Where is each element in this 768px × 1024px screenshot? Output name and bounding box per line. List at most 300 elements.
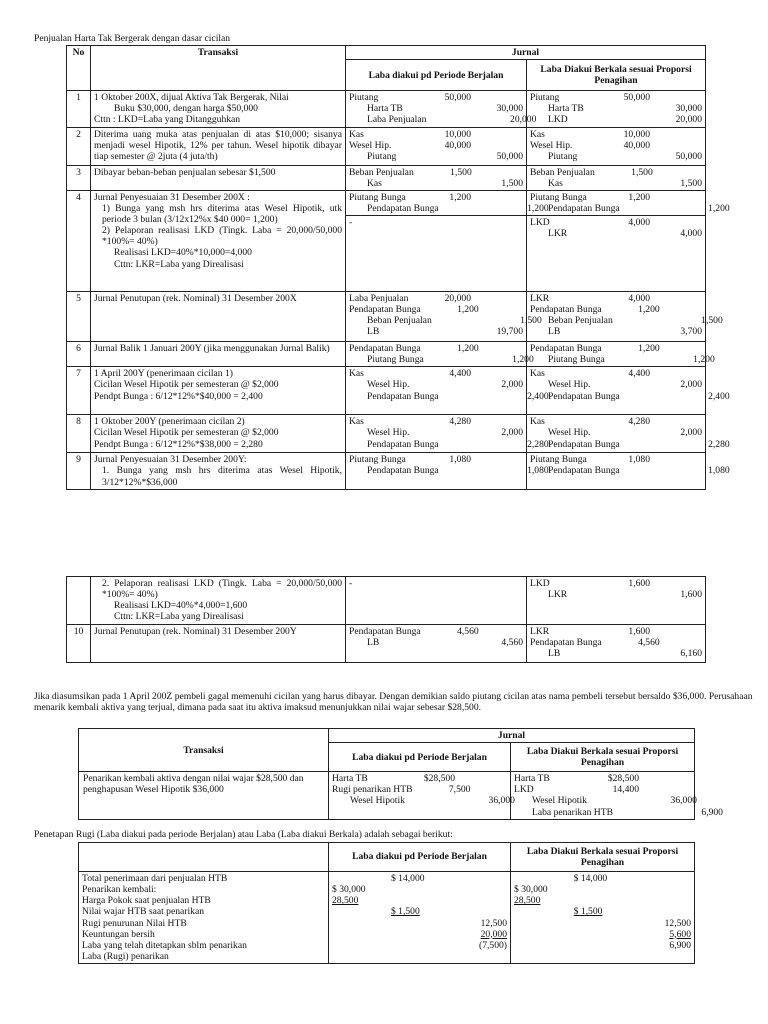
transaction-line: 2) Pelaporan realisasi LKD (Tingk. Laba = 20,000/50,000 *100%= 40%): [102, 225, 342, 248]
account-name: Piutang Bunga: [367, 354, 424, 366]
account-name: Pendapatan Bunga: [548, 465, 620, 477]
journal-entry-line: [349, 304, 523, 315]
journal-entry-line: [332, 773, 507, 784]
credit-amount: [471, 217, 523, 228]
transaction-line: Cttn : LKD=Laba yang Ditangguhkan: [94, 114, 241, 126]
journal-entry-line: [530, 589, 702, 600]
journal-entry-line: [530, 151, 702, 162]
rugi-header-periode: Laba diakui pd Periode Berjalan: [329, 843, 511, 872]
account-name: Piutang: [349, 92, 379, 104]
journal-entry-line: [530, 454, 702, 465]
debit-amount: $28,500: [607, 773, 640, 785]
credit-amount: [650, 129, 702, 140]
debit-amount: [413, 103, 471, 114]
credit-amount: 1,080: [527, 465, 549, 477]
credit-amount: 6,160: [680, 648, 702, 660]
credit-amount: [650, 454, 702, 465]
transaction-line: Realisasi LKD=40%*10,000=4,000: [114, 247, 252, 259]
debit-amount: 1,200: [628, 191, 651, 203]
journal-entry-line: [332, 784, 507, 795]
credit-amount: 6,900: [701, 806, 723, 818]
rugi-value-line: [332, 884, 507, 895]
debit-amount: 4,560: [638, 637, 660, 649]
credit-amount: [639, 784, 691, 795]
rugi-periode-values: [329, 872, 511, 964]
credit-amount: [471, 92, 523, 103]
account-name: Beban Penjualan: [367, 315, 432, 327]
credit-amount: [650, 217, 702, 228]
debit-amount: [620, 439, 678, 450]
credit-amount: 1,500: [520, 315, 542, 327]
rugi-amount: [628, 906, 691, 917]
rugi-value-line: [332, 873, 507, 884]
rugi-amount: 5,600: [669, 928, 691, 940]
account-name: Pendapatan Bunga: [367, 202, 439, 214]
account-name: LKD: [514, 784, 534, 796]
account-name: LKD: [530, 217, 550, 228]
debit-amount: [439, 391, 497, 402]
journal-entry-line: [349, 151, 523, 162]
debit-amount: [592, 178, 650, 189]
account-name: LB: [367, 637, 380, 649]
journal-entry-line: [349, 178, 523, 189]
rugi-labels: [79, 872, 329, 964]
rugi-amount: [391, 918, 444, 929]
debit-amount: 4,560: [457, 626, 479, 637]
credit-amount: 4,560: [501, 637, 523, 649]
rugi-amount: 12,500: [480, 917, 507, 929]
credit-amount: [660, 343, 712, 354]
berkala-entries: [527, 216, 706, 292]
journal-entry-line: [349, 343, 523, 354]
debit-amount: [620, 203, 678, 214]
account-name: Pendapatan Bunga: [548, 438, 620, 450]
rugi-value-line: [514, 884, 691, 895]
credit-amount: [471, 129, 523, 140]
debit-amount: [587, 795, 645, 806]
journal-entry-line: [349, 390, 549, 402]
periode-entries: [346, 415, 549, 453]
berkala-entries: [527, 342, 715, 367]
debit-amount: [592, 151, 650, 162]
journal-entry-line: [349, 140, 523, 151]
journal-entry-line: [349, 217, 523, 228]
repo-periode-entries: [329, 772, 515, 820]
row-number: 2: [67, 127, 91, 165]
debit-amount: [413, 427, 471, 438]
credit-amount: [650, 416, 702, 427]
account-name: -: [349, 217, 353, 228]
account-name: Wesel Hip.: [367, 427, 410, 439]
credit-amount: 2,000: [680, 427, 703, 439]
row-number: 4: [67, 190, 91, 291]
account-name: Kas: [530, 416, 545, 428]
rugi-amount: [391, 895, 444, 906]
berkala-entries: [527, 577, 706, 625]
account-name: Kas: [349, 368, 364, 380]
credit-amount: 4,000: [680, 228, 703, 240]
transaction-line: 1 Oktober 200X, dijual Aktiva Tak Bergerak, Nilai: [94, 92, 289, 104]
rugi-label: Penarikan kembali:: [82, 884, 157, 896]
credit-amount: [471, 293, 523, 304]
rugi-amount: [332, 906, 391, 917]
credit-amount: [650, 626, 702, 637]
credit-amount: 2,000: [501, 427, 523, 439]
journal-entry-line: [530, 626, 702, 637]
account-name: LKR: [530, 626, 550, 637]
journal-entry-line: [349, 167, 523, 178]
credit-amount: 50,000: [496, 150, 523, 162]
transaction-line: Jurnal Penyesuaian 31 Desember 200X :: [94, 191, 250, 203]
periode-entries: [346, 577, 527, 625]
berkala-entries: [527, 91, 706, 127]
debit-amount: [405, 795, 463, 806]
account-name: Rugi penarikan HTB: [332, 784, 413, 796]
debit-amount: $28,500: [423, 773, 455, 785]
account-name: Beban Penjualan: [530, 166, 595, 178]
journal-entry-line: [349, 578, 523, 589]
credit-amount: 1,500: [501, 177, 523, 189]
rugi-label: Laba (Rugi) penarikan: [82, 950, 169, 962]
journal-row: [67, 292, 706, 342]
transaction-description: [91, 625, 346, 663]
credit-amount: [653, 167, 705, 178]
account-name: Pendapatan Bunga: [530, 304, 602, 316]
debit-amount: 1,200: [457, 343, 479, 354]
debit-amount: [413, 326, 471, 337]
credit-amount: [471, 368, 523, 379]
header-transaksi: Transaksi: [91, 46, 346, 91]
credit-amount: [472, 167, 524, 178]
credit-amount: 20,000: [675, 114, 703, 126]
credit-amount: 1,080: [708, 465, 730, 477]
debit-amount: 1,600: [628, 626, 650, 637]
rugi-amount: 28,500: [514, 895, 541, 907]
journal-entry-line: [530, 438, 730, 450]
credit-amount: 19,700: [496, 326, 523, 338]
credit-amount: [650, 92, 702, 103]
debit-amount: [413, 578, 471, 589]
rugi-amount: [332, 940, 391, 951]
rugi-label: Laba yang telah ditetapkan sblm penarikan: [82, 939, 247, 951]
rugi-amount: $ 14,000: [390, 873, 425, 884]
debit-amount: [439, 203, 497, 214]
debit-amount: [413, 217, 471, 228]
repo-berkala-entries: [511, 772, 723, 820]
debit-amount: [413, 379, 471, 390]
journal-row: [67, 577, 706, 625]
account-name: Pendapatan Bunga: [548, 202, 620, 214]
debit-amount: [613, 807, 671, 818]
repo-transaksi: Penarikan kembali aktiva dengan nilai wajar $28,500 dan penghapusan Wesel Hipotik $36,000: [79, 772, 329, 820]
account-name: LKR: [548, 228, 568, 240]
rugi-amount: [332, 873, 391, 884]
rugi-value-line: [514, 929, 691, 940]
transaction-line: Pendpt Bunga : 6/12*12%*$40,000 = 2,400: [94, 390, 263, 402]
credit-amount: 1,200: [708, 202, 730, 214]
rugi-amount: 6,900: [669, 939, 691, 951]
debit-amount: 4,000: [628, 293, 651, 304]
account-name: LB: [548, 648, 561, 660]
journal-entry-line: [349, 315, 542, 327]
transaction-line: Jurnal Penyesuaian 31 Desember 200Y:: [94, 454, 247, 466]
journal-row: [67, 415, 706, 453]
account-name: Wesel Hipotik: [350, 795, 405, 807]
journal-entry-line: [530, 326, 702, 337]
account-name: Laba Penjualan: [367, 114, 427, 126]
transaction-line: Cttn: LKR=Laba yang Direalisasi: [114, 611, 244, 623]
journal-table: [66, 45, 730, 490]
journal-table-continued: [66, 576, 706, 663]
rugi-value-line: [514, 895, 691, 906]
account-name: Piutang Bunga: [349, 191, 406, 203]
journal-entry-line: [530, 315, 723, 327]
debit-amount: 4,400: [628, 368, 651, 380]
account-name: Kas: [530, 128, 545, 140]
credit-amount: [471, 454, 523, 465]
transaction-line: Diterima uang muka atas penjualan di atas $10,000; sisanya menjadi wesel Hipotik, 12% per tahun. Wesel hipotik dibayar tiap semester @ 2juta (4 juta/th): [94, 128, 342, 162]
rugi-value-line: [514, 918, 691, 929]
journal-entry-line: [530, 202, 730, 214]
journal-entry-line: [530, 92, 702, 103]
rugi-value-line: [332, 895, 507, 906]
rugi-amount: [444, 895, 507, 906]
debit-amount: [613, 315, 671, 326]
account-name: LKD: [548, 114, 568, 126]
account-name: Kas: [548, 177, 563, 189]
credit-amount: [650, 293, 702, 304]
transaction-description: [91, 91, 346, 127]
rugi-amount: [391, 940, 444, 951]
debit-amount: 1,500: [450, 166, 472, 178]
account-name: Kas: [349, 128, 364, 140]
debit-amount: [605, 354, 663, 365]
journal-entry-line: [349, 416, 523, 427]
journal-row: [67, 91, 706, 127]
account-name: Harta TB: [367, 103, 403, 115]
rugi-value-line: [514, 873, 691, 884]
debit-amount: [620, 465, 678, 476]
credit-amount: [650, 578, 702, 589]
rugi-amount: [514, 918, 574, 929]
repo-header-jurnal: Jurnal: [329, 729, 695, 743]
transaction-description: [91, 292, 346, 342]
rugi-amount: [574, 940, 628, 951]
debit-amount: 50,000: [623, 92, 651, 104]
transaction-line: Cttn: LKR=Laba yang Direalisasi: [114, 258, 244, 270]
journal-entry-line: [349, 103, 523, 114]
debit-amount: 1,200: [638, 343, 660, 354]
gain-loss-table: [78, 842, 695, 964]
journal-entry-line: [349, 637, 523, 648]
debit-amount: [592, 114, 650, 125]
transaction-description: [91, 165, 346, 190]
debit-amount: 40,000: [623, 139, 651, 151]
debit-amount: [439, 465, 497, 476]
debit-amount: [424, 354, 482, 365]
debit-amount: 4,280: [628, 416, 651, 428]
rugi-header-berkala: Laba Diakui Berkala sesuai Proporsi Penagihan: [511, 843, 695, 872]
journal-entry-line: [530, 648, 702, 659]
credit-amount: 2,400: [708, 390, 730, 402]
berkala-entries: [527, 367, 730, 415]
credit-amount: [650, 192, 702, 203]
credit-amount: 1,200: [693, 354, 715, 366]
transaction-line: Realisasi LKD=40%*4,000=1,600: [114, 600, 248, 612]
rugi-value-line: [332, 940, 507, 951]
credit-amount: 36,000: [670, 795, 697, 807]
account-name: Wesel Hip.: [367, 379, 410, 391]
credit-amount: [479, 304, 531, 315]
debit-amount: 20,000: [444, 293, 471, 304]
journal-row: [67, 127, 706, 165]
journal-entry-line: [530, 293, 702, 304]
account-name: Piutang Bunga: [530, 191, 587, 203]
debit-amount: [426, 114, 484, 125]
transaction-line: 1 Oktober 200Y (penerimaan cicilan 2): [94, 416, 245, 428]
account-name: Pendapatan Bunga: [530, 343, 602, 354]
transaction-line: Pendpt Bunga : 6/12*12%*$38,000 = 2,280: [94, 438, 263, 450]
rugi-amount: 28,500: [332, 895, 359, 907]
rugi-amount: 12,500: [664, 917, 691, 929]
account-name: Piutang Bunga: [548, 354, 605, 366]
transaction-line: Buku $30,000, dengan harga $50,000: [114, 103, 258, 115]
assumption-paragraph: Jika diasumsikan pada 1 April 200Z pembeli gagal memenuhi cicilan yang harus dibayar. Dengan demikian saldo piutang cicilan atas nama pembeli tersebut bersaldo $36,000. Perusahaan menarik kembali aktiva yang terjual, dimana pada saat itu aktiva imaksud menunjukkan nilai wajar sebesar $28,500.: [34, 691, 753, 714]
account-name: Beban Penjualan: [548, 315, 613, 327]
debit-amount: 7,500: [448, 784, 471, 796]
journal-entry-line: [514, 773, 691, 784]
credit-amount: 1,500: [680, 177, 703, 189]
rugi-amount: [391, 929, 444, 940]
credit-amount: 36,000: [488, 795, 515, 807]
journal-entry-line: [530, 178, 702, 189]
account-name: Kas: [367, 177, 382, 189]
account-name: LKR: [548, 589, 568, 601]
credit-amount: 2,280: [708, 438, 730, 450]
transaction-line: 1. Bunga yang msh hrs diterima atas Wesel Hipotik, 3/12*12%*$36,000: [102, 465, 342, 488]
rugi-amount: [444, 884, 507, 895]
account-name: Wesel Hip.: [548, 379, 591, 391]
transaction-line: Jurnal Penutupan (rek. Nominal) 31 Desember 200Y: [94, 626, 297, 637]
rugi-amount: [444, 906, 507, 917]
rugi-amount: [574, 918, 628, 929]
transaction-description: [91, 342, 346, 367]
credit-amount: 1,200: [527, 202, 549, 214]
rugi-value-line: [332, 929, 507, 940]
rugi-label: Nilai wajar HTB saat penarikan: [82, 906, 205, 918]
rugi-amount: [628, 895, 691, 906]
account-name: Pendapatan Bunga: [349, 626, 421, 637]
periode-entries: [346, 625, 527, 663]
rugi-amount: [628, 884, 691, 895]
debit-amount: 1,200: [449, 191, 471, 203]
rugi-value-line: [514, 940, 691, 951]
page-title: Penjualan Harta Tak Bergerak dengan dasar cicilan: [34, 33, 231, 44]
row-number: 8: [67, 415, 91, 453]
credit-amount: [471, 416, 523, 427]
debit-amount: 14,400: [612, 784, 640, 796]
debit-amount: [432, 315, 490, 326]
journal-entry-line: [530, 304, 702, 315]
berkala-entries: [527, 165, 706, 190]
journal-row: [67, 453, 706, 489]
transaction-description: [91, 190, 346, 291]
journal-entry-line: [349, 438, 549, 450]
journal-entry-line: [514, 784, 691, 795]
journal-entry-line: [349, 368, 523, 379]
journal-entry-line: [530, 368, 702, 379]
transaction-description: [91, 127, 346, 165]
rugi-label: Rugi penurunan Nilai HTB: [82, 917, 187, 929]
credit-amount: [660, 637, 712, 648]
debit-amount: [413, 151, 471, 162]
rugi-amount: 20,000: [480, 928, 507, 940]
account-name: Pendapatan Bunga: [367, 390, 439, 402]
account-name: Harta TB: [548, 103, 584, 115]
row-number: [67, 577, 91, 625]
transaction-description: [91, 415, 346, 453]
credit-amount: 30,000: [496, 103, 523, 115]
rugi-amount: $ 30,000: [332, 884, 366, 896]
journal-entry-line: [349, 202, 549, 214]
account-name: -: [349, 578, 353, 589]
credit-amount: [479, 343, 531, 354]
account-name: Pendapatan Bunga: [349, 304, 421, 316]
debit-amount: 40,000: [444, 139, 471, 151]
rugi-amount: [332, 929, 391, 940]
account-name: LB: [548, 326, 561, 338]
account-name: Kas: [349, 416, 364, 428]
repo-header-periode: Laba diakui pd Periode Berjalan: [329, 743, 511, 772]
transaction-line: Cicilan Wesel Hipotik per semesteran @ $2,000: [94, 379, 279, 391]
rugi-intro: Penetapan Rugi (Laba diakui pada periode Berjalan) atau Laba (Laba diakui Berkala) adalah sebagai berikut:: [34, 829, 453, 840]
rugi-amount: $ 30,000: [514, 884, 548, 896]
transaction-description: [91, 367, 346, 415]
periode-entries: [346, 165, 527, 190]
rugi-amount: [514, 906, 574, 917]
debit-amount: [620, 391, 678, 402]
rugi-amount: (7,500): [479, 939, 507, 951]
transaction-description: [91, 453, 346, 489]
journal-entry-line: [349, 626, 523, 637]
journal-entry-line: [530, 228, 702, 239]
berkala-entries: [527, 292, 723, 342]
credit-amount: [639, 773, 691, 784]
debit-amount: 1,080: [449, 454, 471, 466]
debit-amount: 1,200: [457, 304, 479, 316]
transaction-line: 1) Bunga yang msh hrs diterima atas Wesel Hipotik, utk periode 3 bulan (3/12x12%x $40 000= 1,200): [102, 202, 342, 225]
repo-header-transaksi: Transaksi: [79, 729, 329, 772]
periode-entries: [346, 127, 527, 165]
credit-amount: 20,000: [510, 114, 537, 126]
journal-entry-line: [530, 217, 702, 228]
repo-header-berkala: Laba Diakui Berkala sesuai Proporsi Penagihan: [511, 743, 695, 772]
berkala-entries: [527, 453, 730, 489]
credit-amount: 1,500: [701, 315, 723, 327]
transaction-line: 1 April 200Y (penerimaan cicilan 1): [94, 368, 233, 380]
credit-amount: [479, 626, 531, 637]
account-name: Pendapatan Bunga: [548, 390, 620, 402]
journal-entry-line: [530, 390, 730, 402]
journal-entry-line: [332, 795, 515, 807]
journal-entry-line: [349, 192, 523, 203]
account-name: Beban Penjualan: [349, 166, 414, 178]
header-periode: Laba diakui pd Periode Berjalan: [346, 60, 527, 91]
account-name: Pendapatan Bunga: [530, 637, 602, 649]
debit-amount: [592, 103, 650, 114]
debit-amount: 50,000: [444, 92, 471, 104]
berkala-entries: [527, 127, 706, 165]
